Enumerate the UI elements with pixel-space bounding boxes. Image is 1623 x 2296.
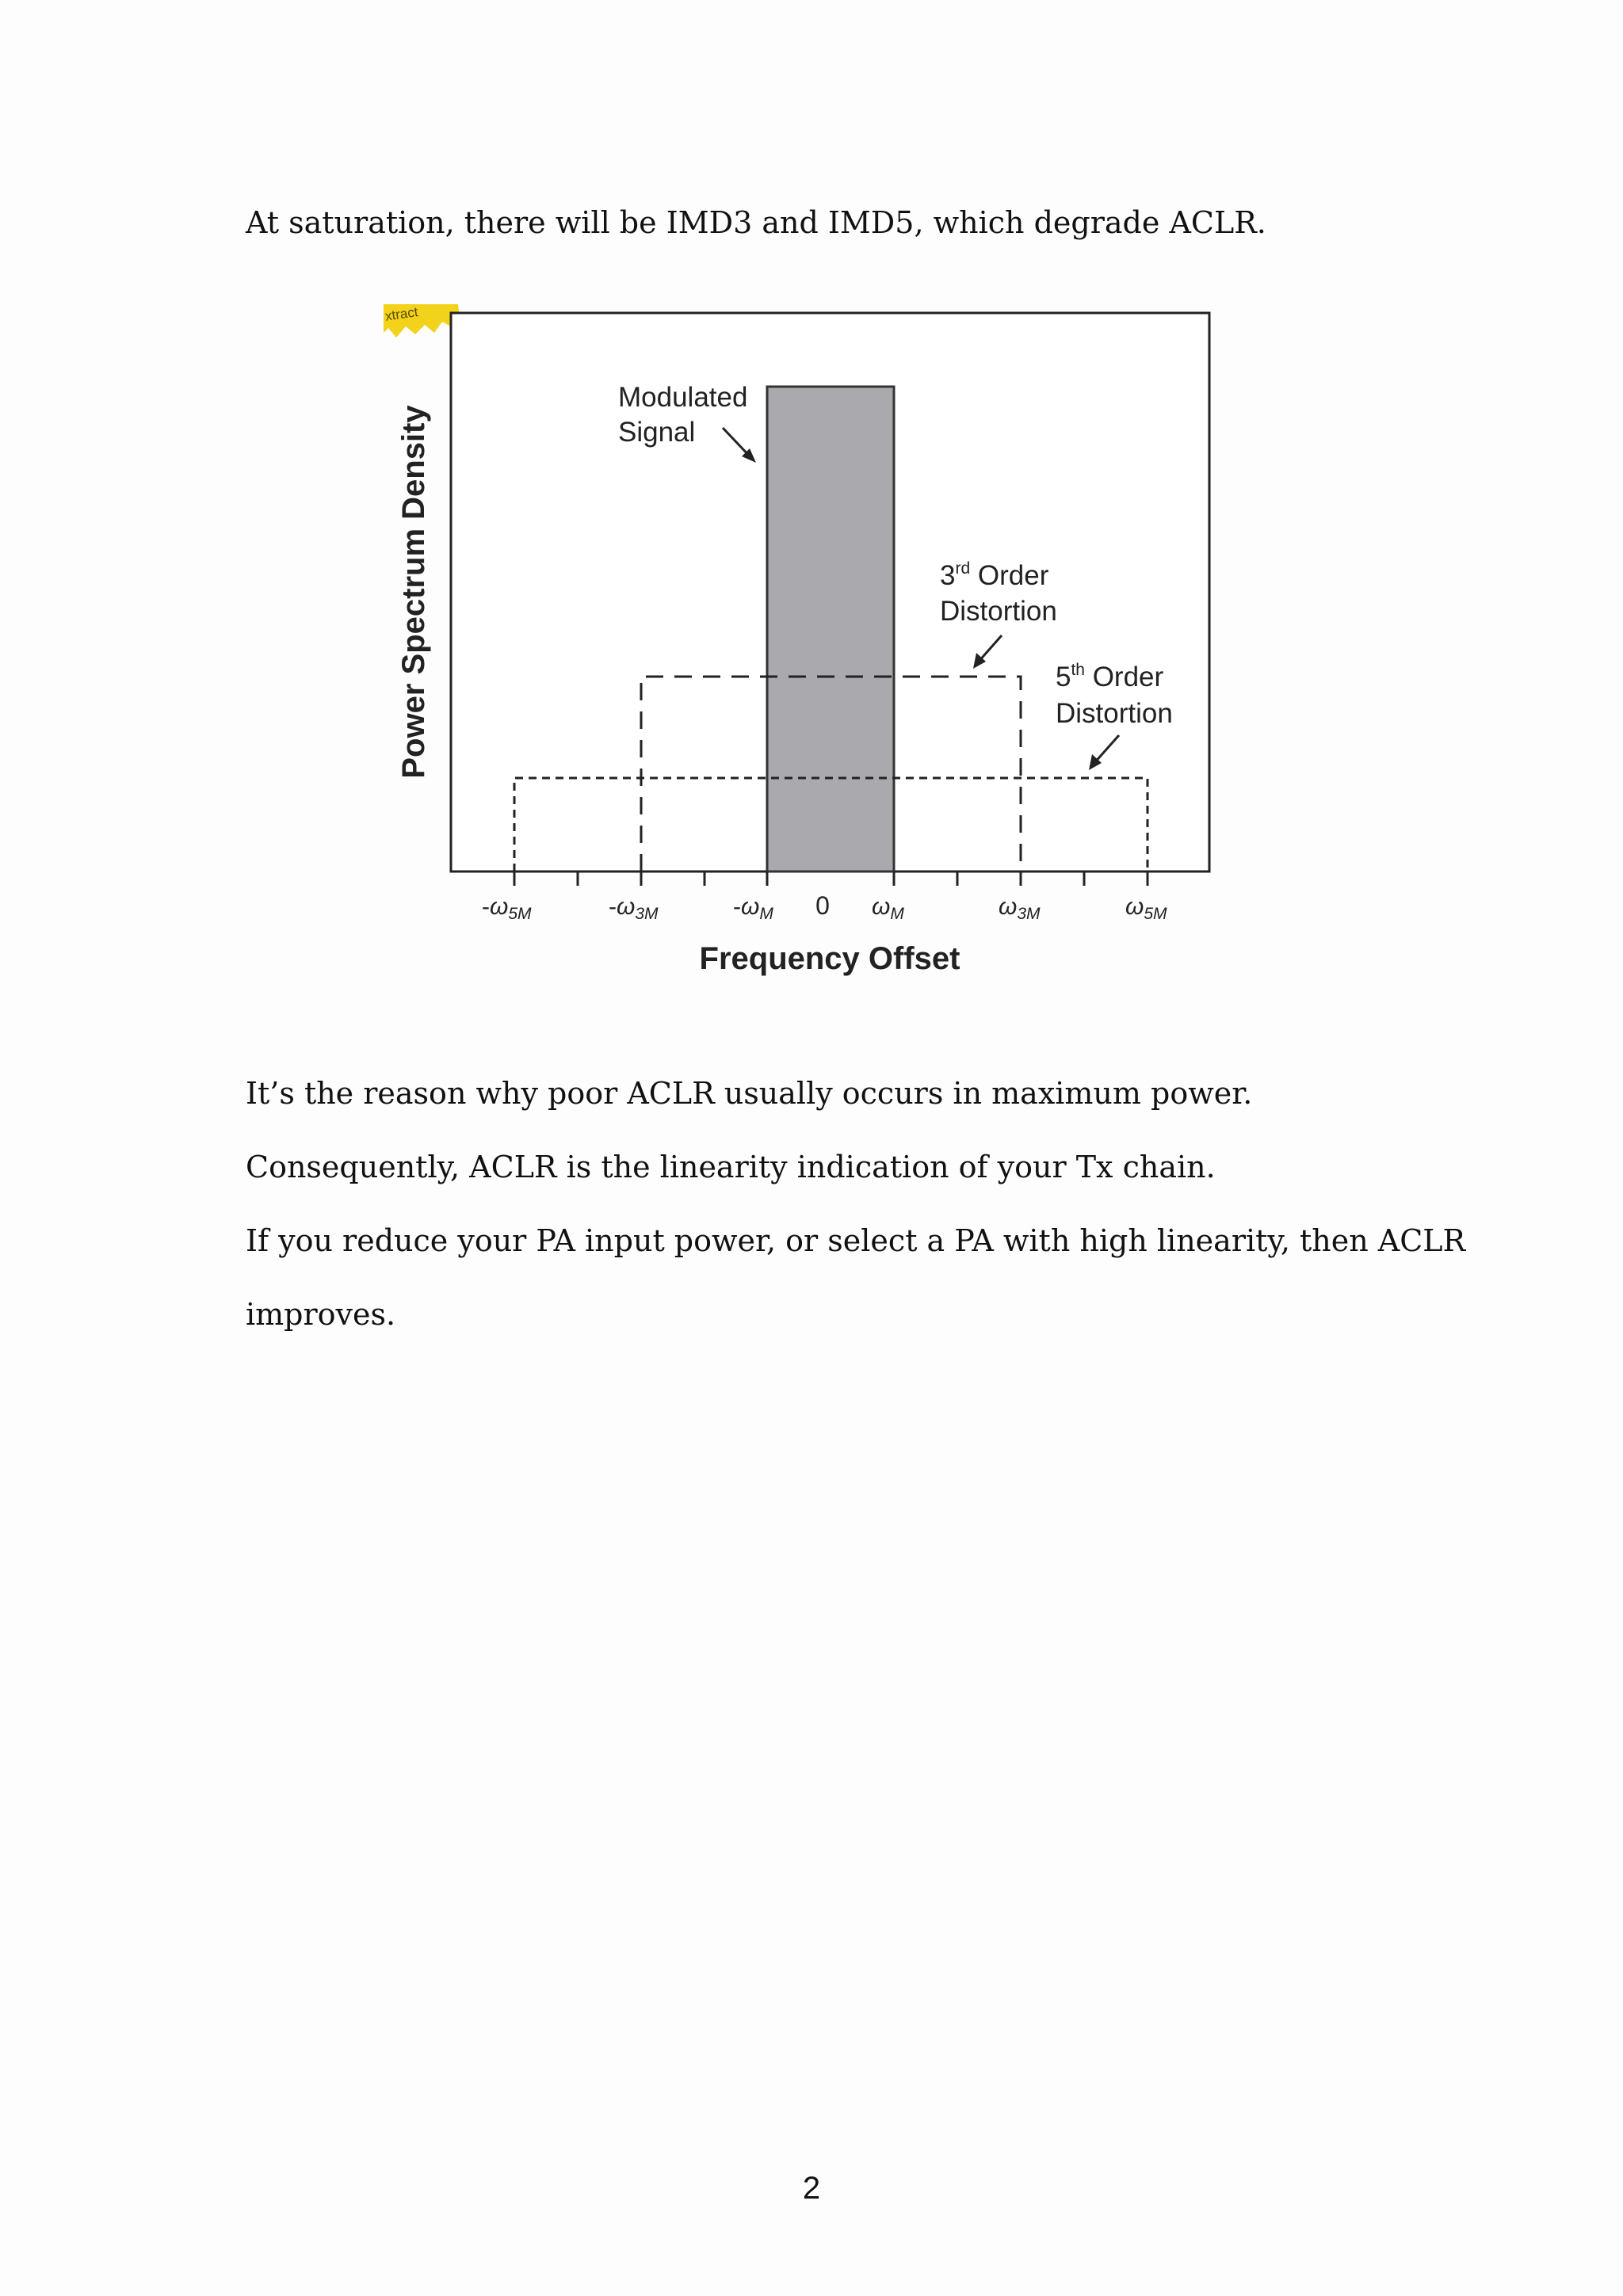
x-axis-ticks bbox=[514, 871, 1148, 886]
paragraph-intro: At saturation, there will be IMD3 and IMD5, which degrade ACLR. bbox=[246, 205, 1266, 240]
paragraph-1: It’s the reason why poor ACLR usually occurs in maximum power. bbox=[246, 1076, 1253, 1111]
psd-figure bbox=[365, 293, 1236, 982]
annotation-third-order-line2: Distortion bbox=[940, 596, 1057, 627]
annotation-modulated-line2: Signal bbox=[618, 417, 696, 448]
tick-label-pos-5m: $\omega_{5M}$ bbox=[1125, 894, 1167, 923]
paragraph-3: If you reduce your PA input power, or select a PA with high linearity, then ACLR bbox=[246, 1223, 1466, 1258]
psd-diagram bbox=[365, 293, 1236, 982]
tick-label-zero: 0 bbox=[815, 891, 830, 920]
annotation-modulated-line1: Modulated bbox=[618, 382, 748, 413]
tick-label-neg-m: $-\omega_M$ bbox=[733, 894, 773, 923]
annotation-fifth-order-line1: 5th Order bbox=[1056, 661, 1164, 692]
annotation-third-order-line1: 3rd Order bbox=[940, 559, 1049, 591]
modulated-signal-bar bbox=[767, 387, 894, 871]
tick-label-neg-5m: $-\omega_{5M}$ bbox=[482, 894, 532, 923]
paragraph-2: Consequently, ACLR is the linearity indication of your Tx chain. bbox=[246, 1150, 1216, 1184]
watermark-text: xtract bbox=[384, 304, 419, 324]
page-number: 2 bbox=[802, 2171, 821, 2206]
tick-label-pos-3m: $\omega_{3M}$ bbox=[999, 894, 1041, 923]
x-axis-title: Frequency Offset bbox=[699, 941, 960, 976]
watermark-badge bbox=[384, 304, 460, 338]
tick-label-neg-3m: $-\omega_{3M}$ bbox=[609, 894, 659, 923]
paragraph-4: improves. bbox=[246, 1297, 396, 1332]
annotation-fifth-order-line2: Distortion bbox=[1056, 698, 1173, 729]
tick-label-pos-m: $\omega_M$ bbox=[872, 894, 904, 923]
y-axis-title: Power Spectrum Density bbox=[396, 405, 431, 779]
